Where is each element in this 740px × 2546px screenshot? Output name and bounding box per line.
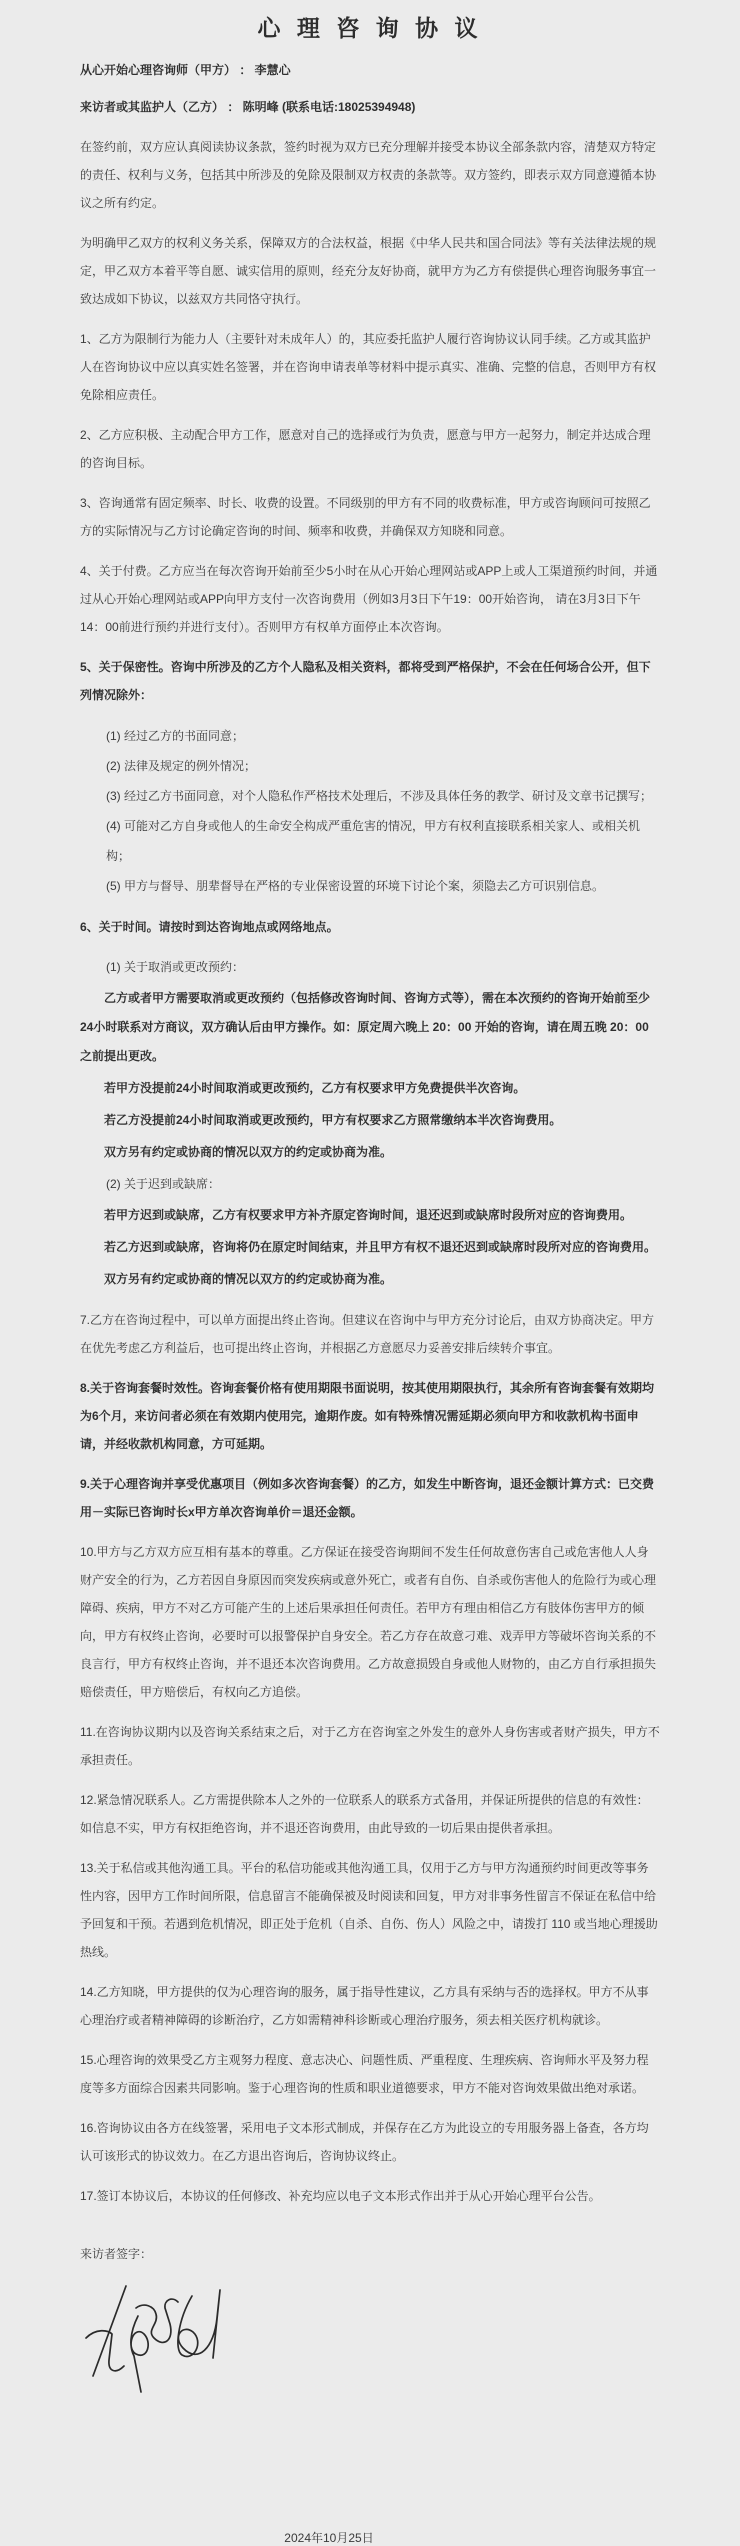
clause-16: 16.咨询协议由各方在线签署，采用电子文本形式制成，并保存在乙方为此设立的专用服务器上备查，各方均认可该形式的协议效力。在乙方退出咨询后，咨询协议终止。 <box>80 2121 649 2163</box>
sign-date: 2024年10月25日 <box>284 2531 374 2545</box>
intro-paragraph-2: 为明确甲乙双方的权利义务关系，保障双方的合法权益，根据《中华人民共和国合同法》等有关法律法规的规定，甲乙双方本着平等自愿、诚实信用的原则，经充分友好协商，就甲方为乙方有偿提供心理咨询服务事宜一致达成如下协议，以兹双方共同恪守执行。 <box>80 236 657 306</box>
clause-12: 12.紧急情况联系人。乙方需提供除本人之外的一位联系人的联系方式备用，并保证所提供的信息的有效性：如信息不实，甲方有权拒绝咨询，并不退还咨询费用，由此导致的一切后果由提供者承担。 <box>80 1793 649 1835</box>
clause-5-exception-2: (2) 法律及规定的例外情况； <box>106 759 257 773</box>
clause-6-sub2-para-1: 若甲方迟到或缺席，乙方有权要求甲方补齐原定咨询时间，退还迟到或缺席时段所对应的咨询费用。 <box>104 1208 633 1222</box>
intro-paragraph-1: 在签约前，双方应认真阅读协议条款，签约时视为双方已充分理解并接受本协议全部条款内容，清楚双方特定的责任、权利与义务，包括其中所涉及的免除及限制双方权责的条款等。双方签约，即表示双方同意遵循本协议之所有约定。 <box>80 140 657 210</box>
clause-6: 6、关于时间。请按时到达咨询地点或网络地点。 <box>80 920 339 934</box>
clause-5-exception-list <box>80 721 660 901</box>
visitor-signature-area <box>80 2280 660 2432</box>
clause-3: 3、咨询通常有固定频率、时长、收费的设置。不同级别的甲方有不同的收费标准，甲方或咨询顾问可按照乙方的实际情况与乙方讨论确定咨询的时间、频率和收费，并确保双方知晓和同意。 <box>80 496 651 538</box>
clause-10: 10.甲方与乙方双方应互相有基本的尊重。乙方保证在接受咨询期间不发生任何故意伤害自己或危害他人人身财产安全的行为，乙方若因自身原因而突发疾病或意外死亡，或者有自伤、自杀或伤害他人的危险行为或心理障碍、疾病，甲方不对乙方可能产生的上述后果承担任何责任。若甲方有理由相信乙方有肢体伤害甲方的倾向，甲方有权终止咨询，必要时可以报警保护自身安全。若乙方存在故意刁难、戏弄甲方等破坏咨询关系的不良言行，甲方有权终止咨询，并不退还本次咨询费用。乙方故意损毁自身或他人财物的，由乙方自行承担损失赔偿责任，甲方赔偿后，有权向乙方追偿。 <box>80 1545 657 1699</box>
clause-6-sub2-para-2: 若乙方迟到或缺席，咨询将仍在原定时间结束，并且甲方有权不退还迟到或缺席时段所对应的咨询费用。 <box>104 1240 657 1254</box>
clause-6-sub2-para-3: 双方另有约定或协商的情况以双方的约定或协商为准。 <box>104 1272 393 1286</box>
clause-6-sub2-label: (2) 关于迟到或缺席： <box>106 1177 221 1191</box>
clause-4: 4、关于付费。乙方应当在每次咨询开始前至少5小时在从心开始心理网站或APP上或人工渠道预约时间，并通过从心开始心理网站或APP向甲方支付一次咨询费用（例如3月3日下午19：00开始咨询， 请在3月3日下午14：00前进行预约并进行支付）。否则甲方有权单方面停止本次咨询。 <box>80 564 658 634</box>
clause-2: 2、乙方应积极、主动配合甲方工作，愿意对自己的选择或行为负责，愿意与甲方一起努力，制定并达成合理的咨询目标。 <box>80 428 651 470</box>
clause-6-sub1-para-2: 若甲方没提前24小时间取消或更改预约，乙方有权要求甲方免费提供半次咨询。 <box>104 1081 526 1095</box>
clause-11: 11.在咨询协议期内以及咨询关系结束之后，对于乙方在咨询室之外发生的意外人身伤害或者财产损失，甲方不承担责任。 <box>80 1725 660 1767</box>
clause-6-sub1-para-1: 乙方或者甲方需要取消或更改预约（包括修改咨询时间、咨询方式等），需在本次预约的咨询开始前至少24小时联系对方商议，双方确认后由甲方操作。如：原定周六晚上 20：00 开始的咨询，请在周五晚 20：00 之前提出更改。 <box>80 991 651 1063</box>
clause-9: 9.关于心理咨询并享受优惠项目（例如多次咨询套餐）的乙方，如发生中断咨询，退还金额计算方式：已交费用－实际已咨询时长x甲方单次咨询单价＝退还金额。 <box>80 1477 655 1519</box>
clause-1: 1、乙方为限制行为能力人（主要针对未成年人）的，其应委托监护人履行咨询协议认同手续。乙方或其监护人在咨询协议中应以真实姓名签署，并在咨询申请表单等材料中提示真实、准确、完整的信息，否则甲方有权免除相应责任。 <box>80 332 657 402</box>
clause-6-sub1-label: (1) 关于取消或更改预约： <box>106 960 245 974</box>
clause-5: 5、关于保密性。咨询中所涉及的乙方个人隐私及相关资料，都将受到严格保护，不会在任何场合公开，但下列情况除外： <box>80 660 651 702</box>
party-a-line: 从心开始心理咨询师（甲方） ： 李慧心 <box>80 63 291 77</box>
clause-17: 17.签订本协议后，本协议的任何修改、补充均应以电子文本形式作出并于从心开始心理平台公告。 <box>80 2189 601 2203</box>
visitor-signature-image <box>80 2280 232 2432</box>
clause-13: 13.关于私信或其他沟通工具。平台的私信功能或其他沟通工具，仅用于乙方与甲方沟通预约时间更改等事务性内容，因甲方工作时间所限，信息留言不能确保被及时阅读和回复，甲方对非事务性留言不保证在私信中给予回复和干预。若遇到危机情况，即正处于危机（自杀、自伤、伤人）风险之中，请拨打 110 或当地心理援助热线。 <box>80 1861 658 1959</box>
clause-5-exception-3: (3) 经过乙方书面同意，对个人隐私作严格技术处理后，不涉及具体任务的教学、研讨及文章书记撰写； <box>106 789 653 803</box>
clause-8: 8.关于咨询套餐时效性。咨询套餐价格有使用期限书面说明，按其使用期限执行，其余所有咨询套餐有效期均为6个月，来访问者必须在有效期内使用完，逾期作废。如有特殊情况需延期必须向甲方和收款机构书面申请，并经收款机构同意，方可延期。 <box>80 1381 655 1451</box>
clause-5-exception-5: (5) 甲方与督导、朋辈督导在严格的专业保密设置的环境下讨论个案，须隐去乙方可识别信息。 <box>106 879 605 893</box>
clause-5-exception-1: (1) 经过乙方的书面同意； <box>106 729 245 743</box>
party-b-line: 来访者或其监护人（乙方） ： 陈明峰 (联系电话:18025394948) <box>80 100 416 114</box>
clause-6-sub1-para-3: 若乙方没提前24小时间取消或更改预约，甲方有权要求乙方照常缴纳本半次咨询费用。 <box>104 1113 562 1127</box>
clause-15: 15.心理咨询的效果受乙方主观努力程度、意志决心、问题性质、严重程度、生理疾病、咨询师水平及努力程度等多方面综合因素共同影响。鉴于心理咨询的性质和职业道德要求，甲方不能对咨询效果做出绝对承诺。 <box>80 2053 649 2095</box>
clause-14: 14.乙方知晓，甲方提供的仅为心理咨询的服务，属于指导性建议，乙方具有采纳与否的选择权。甲方不从事心理治疗或者精神障碍的诊断治疗，乙方如需精神科诊断或心理治疗服务，须去相关医疗机构就诊。 <box>80 1985 649 2027</box>
clause-7: 7.乙方在咨询过程中，可以单方面提出终止咨询。但建议在咨询中与甲方充分讨论后，由双方协商决定。甲方在优先考虑乙方利益后，也可提出终止咨询，并根据乙方意愿尽力妥善安排后续转介事宜。 <box>80 1313 655 1355</box>
page-title: 心 理 咨 询 协 议 <box>257 15 483 41</box>
visitor-signature-label: 来访者签字： <box>80 2247 153 2261</box>
clause-6-sub1-para-4: 双方另有约定或协商的情况以双方的约定或协商为准。 <box>104 1145 393 1159</box>
clause-5-exception-4: (4) 可能对乙方自身或他人的生命安全构成严重危害的情况，甲方有权利直接联系相关家人、或相关机构； <box>106 819 641 863</box>
